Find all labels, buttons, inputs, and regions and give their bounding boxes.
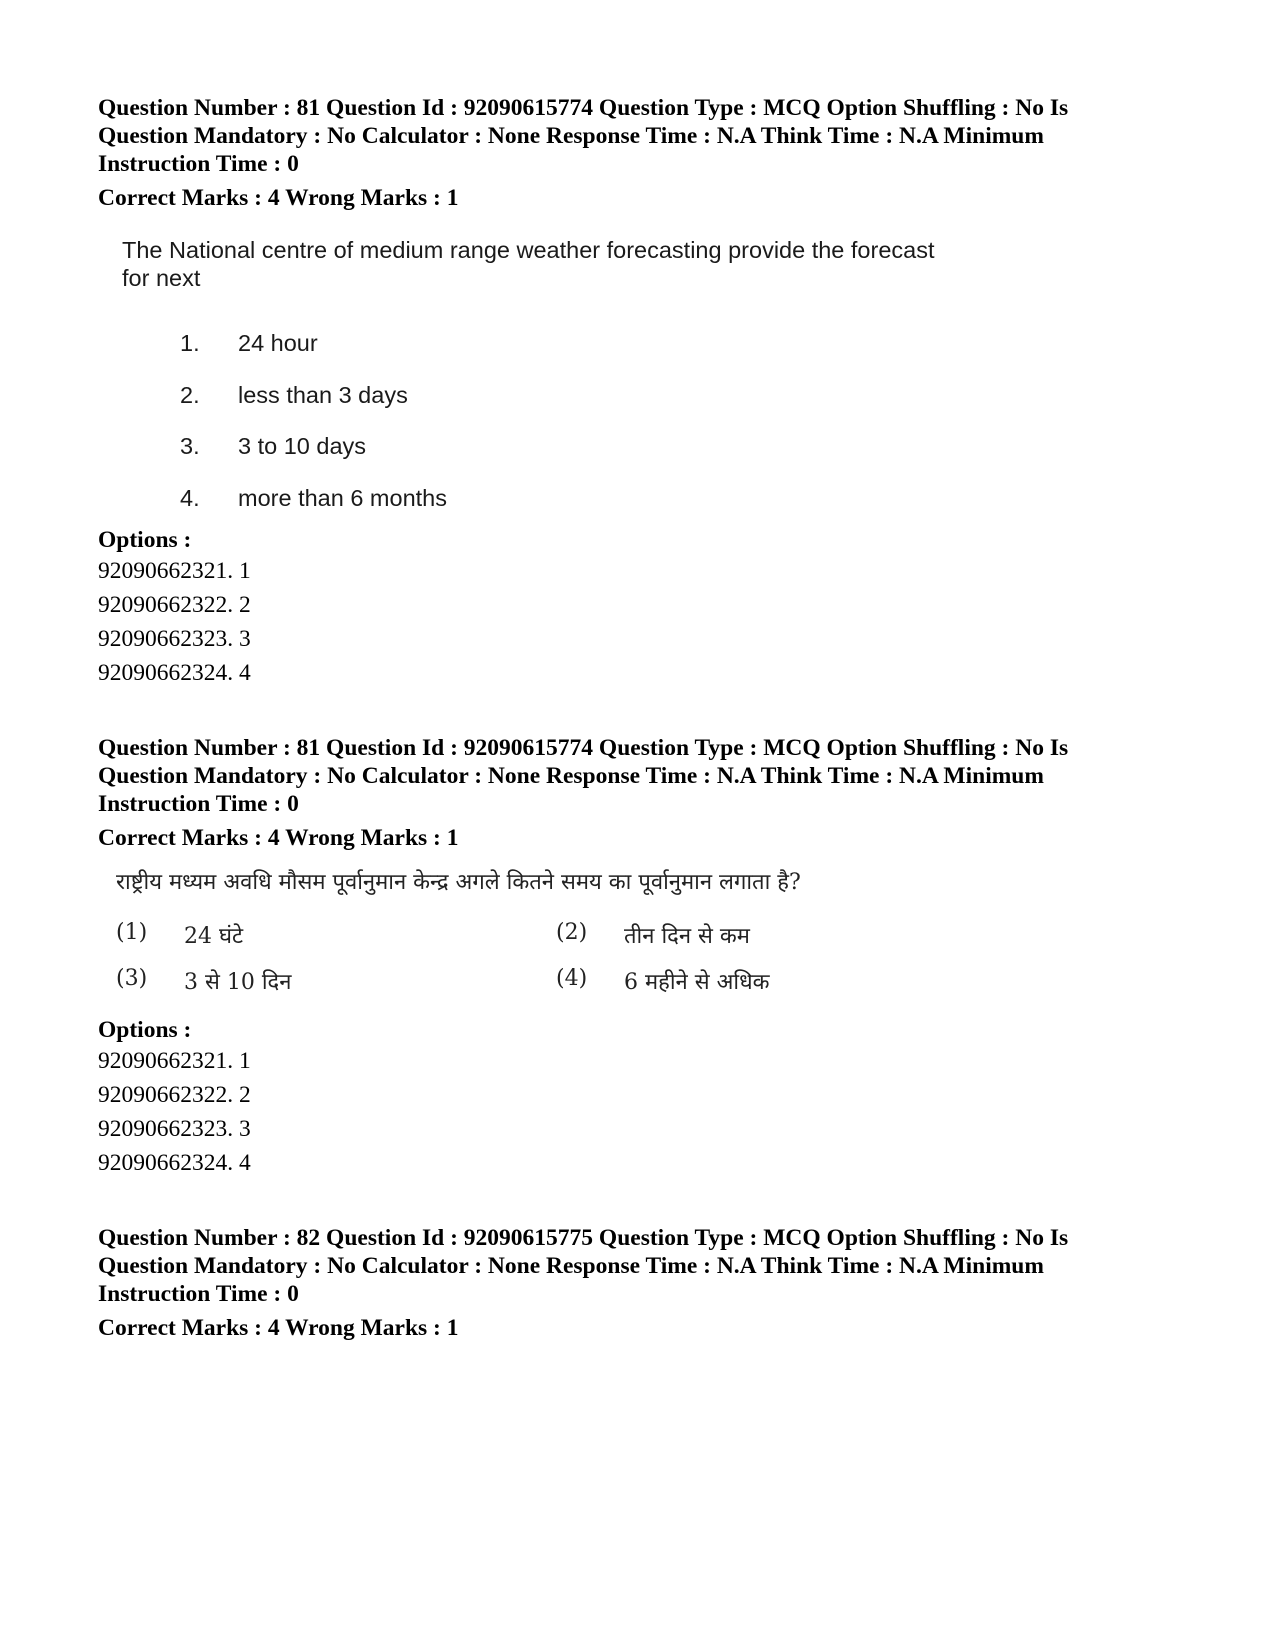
choice-number: (1) (116, 920, 148, 945)
choice-text: 6 महीने से अधिक (624, 970, 770, 995)
option-item: 92090662323. 3 (98, 1116, 251, 1142)
option-item: 92090662322. 2 (98, 1082, 251, 1108)
option-item: 92090662321. 1 (98, 558, 251, 584)
options-label: Options : (98, 527, 192, 553)
options-list (98, 1016, 251, 1180)
choice-text: 3 से 10 दिन (184, 970, 292, 995)
option-item: 92090662323. 3 (98, 626, 251, 652)
question-meta-line: Question Number : 82 Question Id : 92090615775 Question Type : MCQ Option Shuffling : No Is (98, 1225, 1069, 1251)
choice-text: more than 6 months (238, 485, 447, 511)
question-meta-line: Instruction Time : 0 (98, 1281, 299, 1307)
choice-text: less than 3 days (238, 382, 408, 408)
choice-number: (3) (116, 966, 148, 991)
marks-line: Correct Marks : 4 Wrong Marks : 1 (98, 1315, 459, 1341)
question-meta-line: Instruction Time : 0 (98, 791, 299, 817)
choice-text: 24 hour (238, 330, 318, 356)
choice-number: 4. (180, 485, 200, 511)
choice-text: तीन दिन से कम (624, 924, 750, 949)
options-list (98, 526, 251, 690)
question-text: राष्ट्रीय मध्यम अवधि मौसम पूर्वानुमान केन्द्र अगले कितने समय का पूर्वानुमान लगाता है? (116, 870, 801, 895)
choice-number: 2. (180, 382, 200, 408)
option-item: 92090662321. 1 (98, 1048, 251, 1074)
question-meta-line: Question Mandatory : No Calculator : None Response Time : N.A Think Time : N.A Minimum (98, 763, 1044, 789)
option-item: 92090662324. 4 (98, 1150, 251, 1176)
choice-text: 3 to 10 days (238, 433, 367, 459)
option-item: 92090662322. 2 (98, 592, 251, 618)
marks-line: Correct Marks : 4 Wrong Marks : 1 (98, 825, 459, 851)
question-meta-line: Instruction Time : 0 (98, 151, 299, 177)
options-label: Options : (98, 1017, 192, 1043)
question-meta-line: Question Mandatory : No Calculator : None Response Time : N.A Think Time : N.A Minimum (98, 123, 1044, 149)
question-block-81-en (98, 94, 1178, 686)
question-image-en (122, 236, 1022, 511)
choice-number: (2) (556, 920, 588, 945)
option-item: 92090662324. 4 (98, 660, 251, 686)
question-text: for next (122, 265, 201, 291)
question-block-82 (98, 1224, 1178, 1342)
question-meta-line: Question Mandatory : No Calculator : None Response Time : N.A Think Time : N.A Minimum (98, 1253, 1044, 1279)
choice-number: 3. (180, 433, 200, 459)
choice-number: 1. (180, 330, 200, 356)
question-meta-line: Question Number : 81 Question Id : 92090615774 Question Type : MCQ Option Shuffling : No Is (98, 735, 1069, 761)
question-block-81-hi (98, 734, 1178, 1176)
choice-text: 24 घंटे (184, 924, 244, 949)
question-meta-line: Question Number : 81 Question Id : 92090615774 Question Type : MCQ Option Shuffling : No Is (98, 95, 1069, 121)
choice-number: (4) (556, 966, 588, 991)
question-image-hi (116, 866, 1016, 995)
question-text: The National centre of medium range weather forecasting provide the forecast (122, 237, 935, 263)
marks-line: Correct Marks : 4 Wrong Marks : 1 (98, 185, 459, 211)
